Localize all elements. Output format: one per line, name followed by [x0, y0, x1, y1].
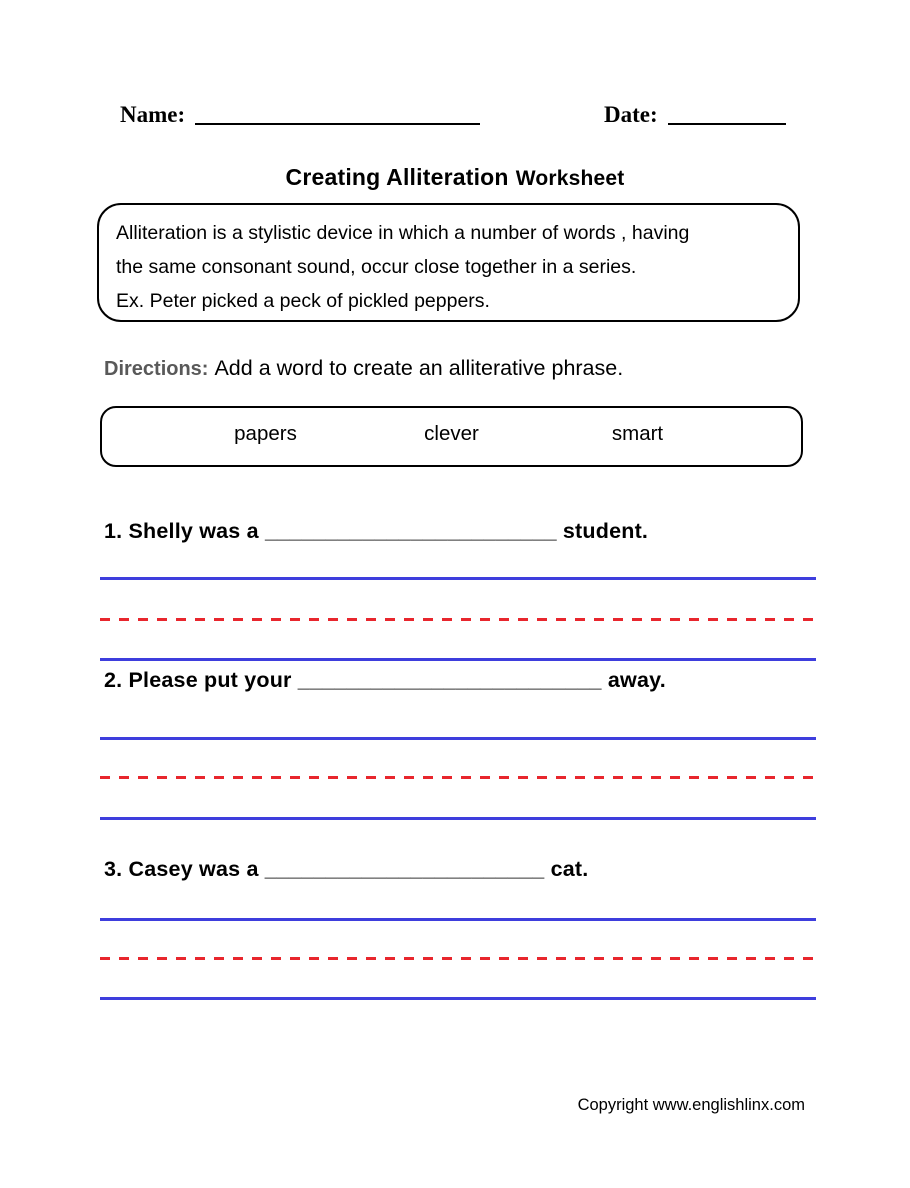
name-label: Name: [120, 102, 186, 127]
copyright-text: Copyright www.englishlinx.com [577, 1096, 805, 1114]
writing-line-blue [100, 737, 816, 740]
word-bank-word-1: papers [234, 421, 297, 445]
word-bank-box [100, 406, 803, 467]
writing-line-blue [100, 817, 816, 820]
directions-text: Add a word to create an alliterative phrase. [214, 356, 624, 380]
word-bank-word-2: clever [424, 421, 479, 445]
writing-line-blue [100, 577, 816, 580]
writing-line-blue [100, 658, 816, 661]
date-blank-line [668, 122, 786, 125]
writing-line-red-dashed [100, 957, 816, 960]
definition-line-2: the same consonant sound, occur close together in a series. [116, 256, 637, 278]
definition-line-3: Ex. Peter picked a peck of pickled peppers. [116, 290, 490, 312]
page-title-sub: Worksheet [515, 167, 625, 190]
page-title-main: Creating Alliteration [285, 164, 509, 190]
definition-box [97, 203, 800, 322]
name-field-row [120, 101, 480, 129]
definition-line-1: Alliteration is a stylistic device in which a number of words , having [116, 222, 690, 244]
directions-row [104, 356, 623, 381]
writing-line-red-dashed [100, 776, 816, 779]
date-label: Date: [604, 102, 658, 127]
question-1: 1. Shelly was a ________________________ student. [104, 519, 649, 543]
writing-line-blue [100, 918, 816, 921]
directions-label: Directions: [104, 358, 209, 380]
page-title [0, 164, 910, 191]
name-blank-line [195, 122, 480, 125]
word-bank-word-3: smart [611, 421, 664, 445]
writing-line-red-dashed [100, 618, 816, 621]
question-3: 3. Casey was a _______________________ cat. [104, 857, 589, 881]
question-2: 2. Please put your _________________________ away. [104, 668, 666, 692]
writing-line-blue [100, 997, 816, 1000]
date-field-row [604, 101, 786, 129]
